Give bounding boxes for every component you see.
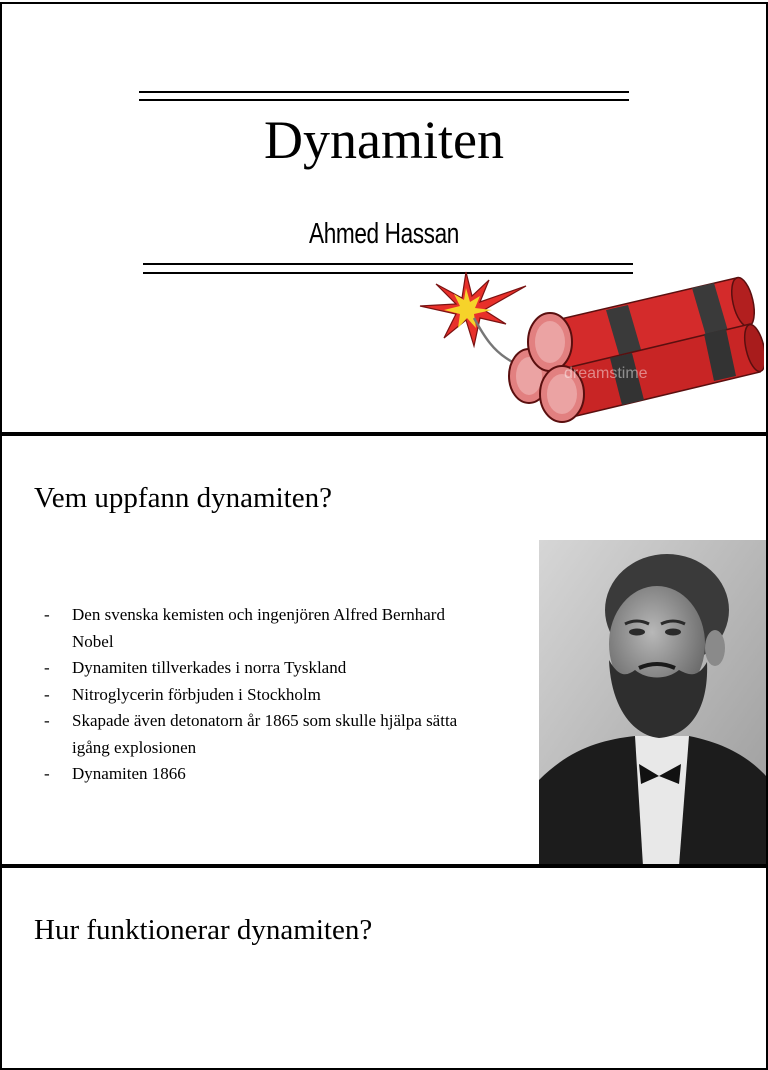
watermark-text: dreamstime bbox=[564, 365, 648, 382]
title-slide bbox=[0, 2, 768, 434]
slide-heading: Hur funktionerar dynamiten? bbox=[34, 914, 373, 946]
content-slide bbox=[0, 866, 768, 1070]
bullet-marker: - bbox=[44, 764, 50, 783]
bullet-list bbox=[42, 602, 462, 788]
list-item bbox=[42, 708, 462, 761]
bullet-text: Nitroglycerin förbjuden i Stockholm bbox=[72, 684, 321, 704]
bullet-marker: - bbox=[44, 658, 50, 677]
bullet-text: Skapade även detonatorn år 1865 som skulle hjälpa sätta igång explosionen bbox=[72, 711, 458, 757]
list-item bbox=[42, 761, 462, 788]
bullet-text: Dynamiten tillverkades i norra Tyskland bbox=[72, 658, 347, 677]
bullet-marker: - bbox=[44, 684, 50, 704]
spark-icon bbox=[420, 272, 526, 346]
list-item bbox=[42, 655, 462, 682]
list-item bbox=[42, 602, 462, 655]
bullet-marker: - bbox=[44, 711, 50, 730]
slide-heading: Vem uppfann dynamiten? bbox=[34, 482, 332, 514]
bottom-rule-1 bbox=[143, 263, 633, 265]
bullet-marker: - bbox=[44, 605, 50, 624]
bullet-text: Den svenska kemisten och ingenjören Alfred Bernhard Nobel bbox=[72, 605, 445, 651]
content-slide bbox=[0, 434, 768, 866]
bullet-text: Dynamiten 1866 bbox=[72, 764, 186, 783]
list-item bbox=[42, 682, 462, 709]
slide-subtitle: Ahmed Hassan bbox=[309, 218, 459, 250]
dynamite-illustration bbox=[414, 266, 764, 432]
slide-title: Dynamiten bbox=[264, 110, 504, 170]
portrait-photo bbox=[539, 540, 766, 866]
top-rule-1 bbox=[139, 91, 629, 93]
top-rule-2 bbox=[139, 99, 629, 101]
